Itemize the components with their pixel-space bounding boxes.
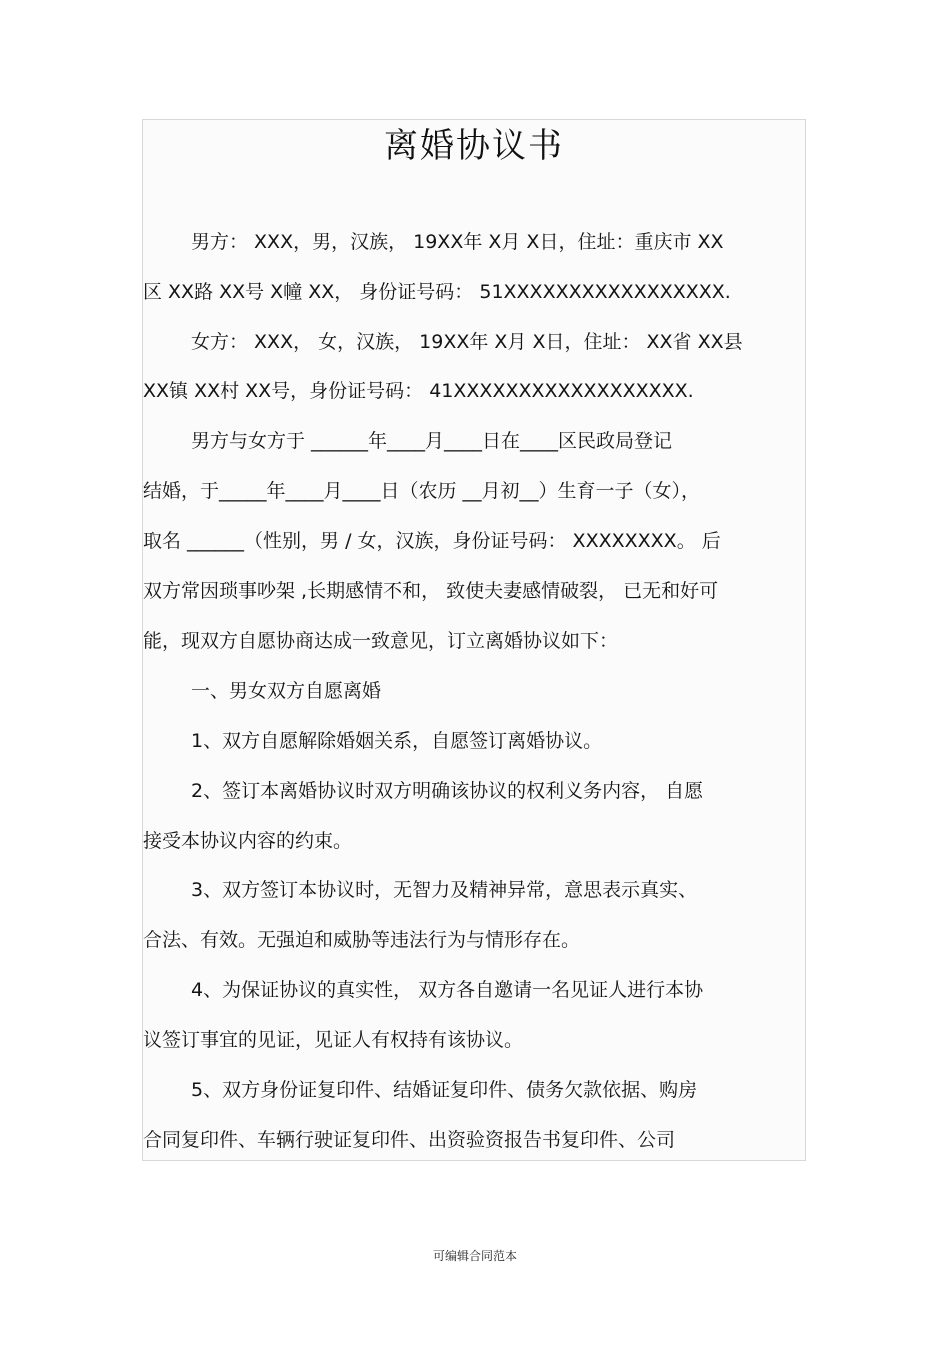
- section-heading-1: 一、男女双方自愿离婚: [191, 680, 382, 702]
- clause-4-line-2: 议签订事宜的见证，见证人有权持有该协议。: [143, 1029, 524, 1051]
- clause-1: 1、双方自愿解除婚姻关系，自愿签订离婚协议。: [191, 730, 603, 752]
- paragraph-line-marriage-1: 男方与女方于 ______年____月____日在____区民政局登记: [191, 430, 673, 452]
- paragraph-line-marriage-5: 能，现双方自愿协商达成一致意见，订立离婚协议如下：: [143, 630, 619, 652]
- paragraph-line-marriage-4: 双方常因琐事吵架 ,长期感情不和， 致使夫妻感情破裂， 已无和好可: [143, 580, 719, 602]
- clause-3-line-2: 合法、有效。无强迫和威胁等违法行为与情形存在。: [143, 929, 581, 951]
- clause-5-line-1: 5、双方身份证复印件、结婚证复印件、债务欠款依据、购房: [191, 1079, 698, 1101]
- paragraph-line-marriage-2: 结婚，于_____年____月____日（农历 __月初__）生育一子（女），: [143, 480, 701, 502]
- clause-2-line-2: 接受本协议内容的约束。: [143, 830, 353, 852]
- page-footer: 可编辑合同范本: [432, 1249, 517, 1263]
- document-title: 离婚协议书: [384, 126, 564, 166]
- clause-5-line-2: 合同复印件、车辆行驶证复印件、出资验资报告书复印件、公司: [143, 1129, 676, 1151]
- clause-3-line-1: 3、双方签订本协议时，无智力及精神异常，意思表示真实、: [191, 879, 698, 901]
- clause-4-line-1: 4、为保证协议的真实性， 双方各自邀请一名见证人进行本协: [191, 979, 704, 1001]
- paragraph-line-wife-2: XX镇 XX村 XX号，身份证号码： 41XXXXXXXXXXXXXXXXXX.: [143, 380, 694, 402]
- clause-2-line-1: 2、签订本离婚协议时双方明确该协议的权利义务内容， 自愿: [191, 780, 704, 802]
- paragraph-line-marriage-3: 取名 ______（性别，男 / 女，汉族，身份证号码： XXXXXXXX。 后: [143, 530, 721, 552]
- paragraph-line-husband-1: 男方： XXX，男，汉族， 19XX年 X月 X日，住址：重庆市 XX: [191, 231, 724, 253]
- paragraph-line-husband-2: 区 XX路 XX号 X幢 XX， 身份证号码： 51XXXXXXXXXXXXXXXXX.: [143, 281, 731, 303]
- paragraph-line-wife-1: 女方： XXX， 女，汉族， 19XX年 X月 X日，住址： XX省 XX县: [191, 331, 743, 353]
